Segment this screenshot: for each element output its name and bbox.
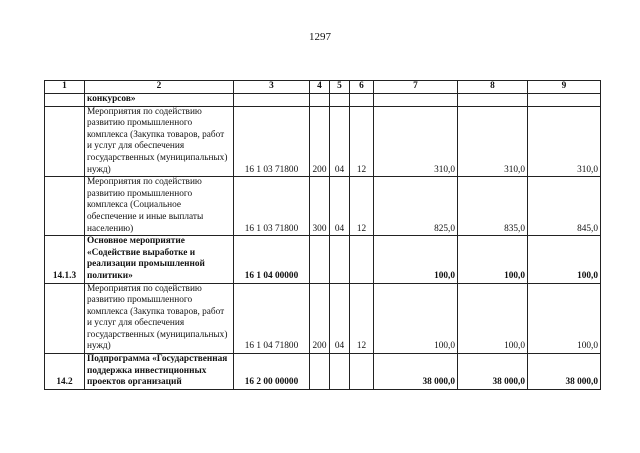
amount-col-7: 100,0 [374,236,458,283]
expense-type-code: 200 [310,283,330,354]
row-number [45,94,85,107]
section-code: 04 [330,283,350,354]
column-header: 7 [374,81,458,94]
amount-col-7: 825,0 [374,177,458,236]
row-description: Мероприятия по содействию развитию промышленного комплекса (Социальное обеспечение и иные выплаты населению) [85,177,234,236]
subsection-code [350,94,374,107]
expense-type-code [310,354,330,390]
column-header: 5 [330,81,350,94]
table-row [45,94,601,107]
budget-code: 16 1 04 00000 [234,236,310,283]
amount-col-9: 100,0 [528,236,601,283]
expense-type-code [310,94,330,107]
expense-type-code [310,236,330,283]
column-header: 4 [310,81,330,94]
amount-col-9: 38 000,0 [528,354,601,390]
table-header-row [45,81,601,94]
amount-col-7: 100,0 [374,283,458,354]
row-number [45,106,85,177]
row-number: 14.2 [45,354,85,390]
subsection-code [350,236,374,283]
row-description: Мероприятия по содействию развитию промышленного комплекса (Закупка товаров, работ и услуг для обеспечения государственных (муниципальных) нужд) [85,283,234,354]
row-description: Мероприятия по содействию развитию промышленного комплекса (Закупка товаров, работ и услуг для обеспечения государственных (муниципальных) нужд) [85,106,234,177]
table-row [45,354,601,390]
section-code [330,94,350,107]
column-header: 8 [458,81,528,94]
section-code: 04 [330,106,350,177]
amount-col-7: 310,0 [374,106,458,177]
subsection-code: 12 [350,177,374,236]
budget-code [234,94,310,107]
amount-col-8 [458,94,528,107]
row-number: 14.1.3 [45,236,85,283]
budget-table [44,80,601,390]
budget-code: 16 1 03 71800 [234,106,310,177]
subsection-code: 12 [350,283,374,354]
amount-col-9: 100,0 [528,283,601,354]
budget-code: 16 2 00 00000 [234,354,310,390]
section-code: 04 [330,177,350,236]
row-number [45,283,85,354]
column-header: 9 [528,81,601,94]
table-row [45,177,601,236]
subsection-code: 12 [350,106,374,177]
section-code [330,354,350,390]
amount-col-7: 38 000,0 [374,354,458,390]
expense-type-code: 200 [310,106,330,177]
amount-col-7 [374,94,458,107]
column-header: 3 [234,81,310,94]
table-row [45,106,601,177]
budget-code: 16 1 03 71800 [234,177,310,236]
table-row [45,283,601,354]
budget-code: 16 1 04 71800 [234,283,310,354]
amount-col-8: 835,0 [458,177,528,236]
row-description: конкурсов» [85,94,234,107]
amount-col-8: 100,0 [458,236,528,283]
amount-col-9 [528,94,601,107]
expense-type-code: 300 [310,177,330,236]
subsection-code [350,354,374,390]
column-header: 2 [85,81,234,94]
amount-col-9: 310,0 [528,106,601,177]
amount-col-9: 845,0 [528,177,601,236]
column-header: 1 [45,81,85,94]
column-header: 6 [350,81,374,94]
table-row [45,236,601,283]
section-code [330,236,350,283]
row-description: Подпрограмма «Государственная поддержка инвестиционных проектов организаций [85,354,234,390]
row-number [45,177,85,236]
amount-col-8: 38 000,0 [458,354,528,390]
row-description: Основное мероприятие «Содействие выработке и реализации промышленной политики» [85,236,234,283]
page-number: 1297 [309,31,331,43]
amount-col-8: 100,0 [458,283,528,354]
amount-col-8: 310,0 [458,106,528,177]
